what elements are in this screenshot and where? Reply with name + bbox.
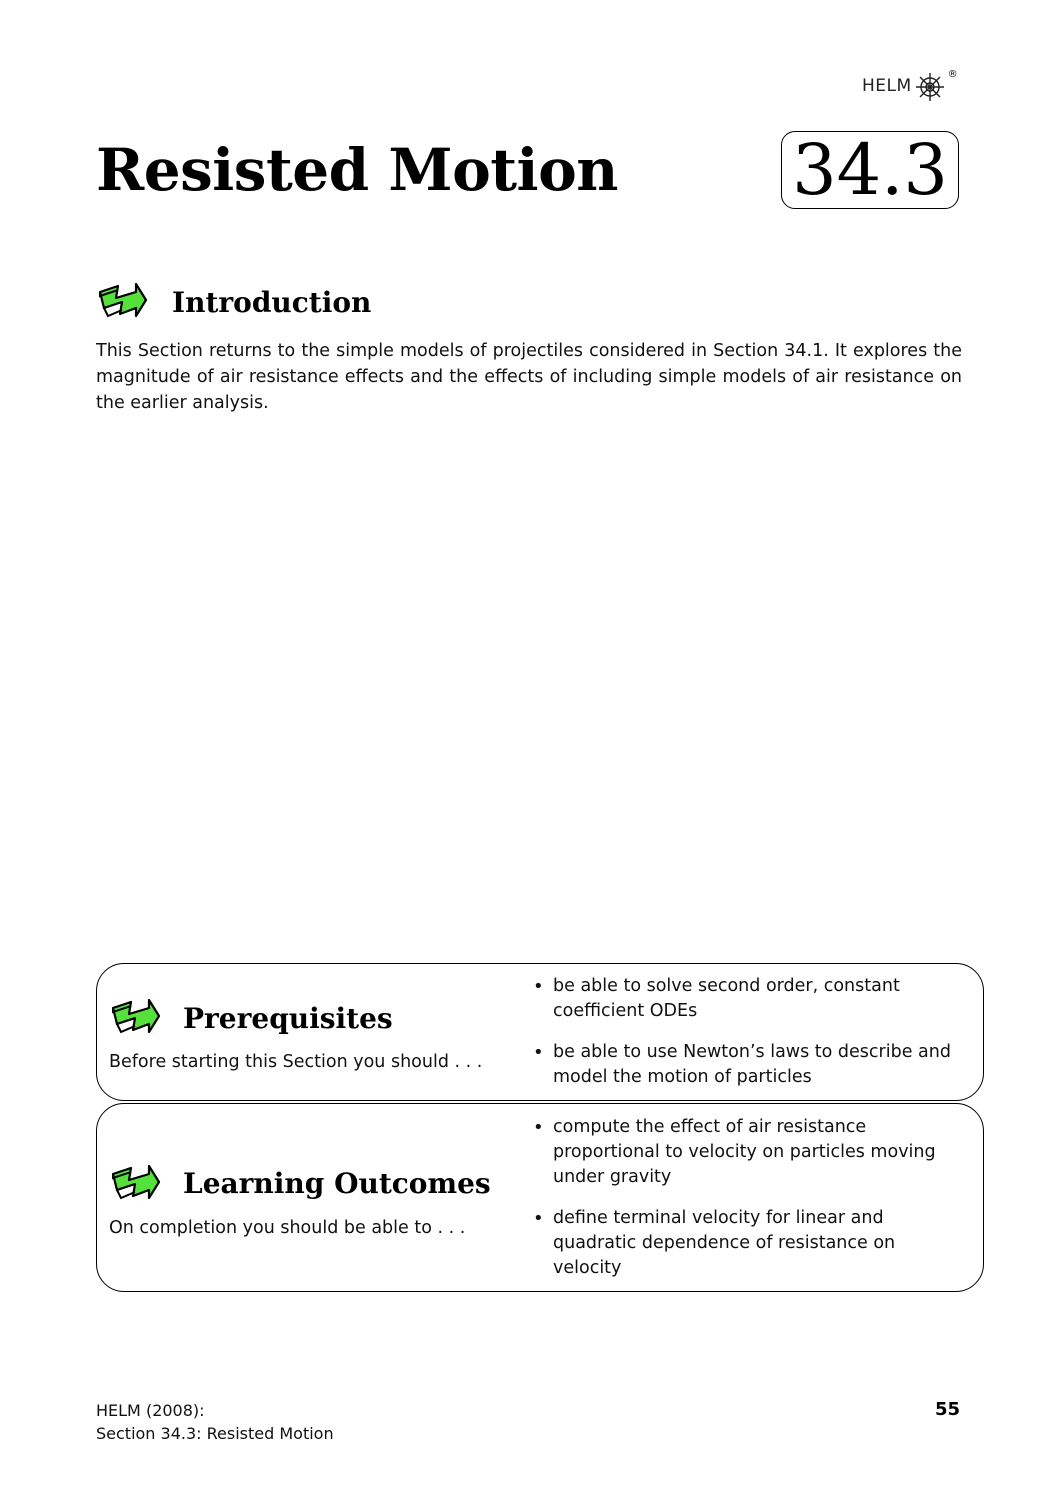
prerequisites-box xyxy=(96,963,984,1101)
prerequisites-lead: Before starting this Section you should . . . xyxy=(109,1052,483,1072)
helm-logo xyxy=(862,68,962,104)
list-item: • be able to use Newton’s laws to describe and model the motion of particles xyxy=(531,1040,967,1090)
learning-outcomes-lead: On completion you should be able to . . . xyxy=(109,1217,466,1238)
helm-logo-text: HELM xyxy=(862,76,912,96)
page-title: Resisted Motion xyxy=(96,136,618,204)
prerequisites-left xyxy=(97,964,519,1100)
green-zigzag-arrow-icon xyxy=(109,992,161,1044)
list-item: • be able to solve second order, constant coefficient ODEs xyxy=(531,974,967,1024)
green-zigzag-arrow-icon xyxy=(109,1158,161,1210)
footer-line-1: HELM (2008): xyxy=(96,1401,205,1420)
prerequisites-heading: Prerequisites xyxy=(183,1001,393,1035)
prerequisites-heading-row xyxy=(109,992,519,1044)
learning-outcomes-heading: Learning Outcomes xyxy=(183,1167,491,1200)
learning-outcomes-left xyxy=(97,1104,519,1291)
section-number-badge: 34.3 xyxy=(781,131,959,209)
green-zigzag-arrow-icon xyxy=(96,276,148,328)
introduction-text: This Section returns to the simple models of projectiles considered in Section 34.1. It explores the magnitude of air resistance effects and the effects of including simple models of air resistance on the earlier analysis. xyxy=(96,341,962,413)
prerequisites-list xyxy=(531,968,967,1096)
ship-wheel-icon xyxy=(914,68,950,104)
learning-outcomes-list xyxy=(531,1109,967,1287)
learning-outcomes-box xyxy=(96,1103,984,1292)
list-item: • define terminal velocity for linear and quadratic dependence of resistance on velocity xyxy=(531,1206,967,1281)
learning-outcomes-heading-row xyxy=(109,1158,519,1210)
introduction-heading-row xyxy=(96,276,371,328)
footer-line-2: Section 34.3: Resisted Motion xyxy=(96,1424,334,1443)
introduction-heading: Introduction xyxy=(172,285,372,319)
prerequisites-list-container xyxy=(519,964,983,1100)
learning-outcomes-list-container xyxy=(519,1104,983,1291)
page-number: 55 xyxy=(934,1399,960,1420)
list-item: • compute the effect of air resistance proportional to velocity on particles moving under gravity xyxy=(531,1115,967,1190)
footer-citation xyxy=(96,1399,334,1445)
registered-mark: ® xyxy=(947,68,958,80)
